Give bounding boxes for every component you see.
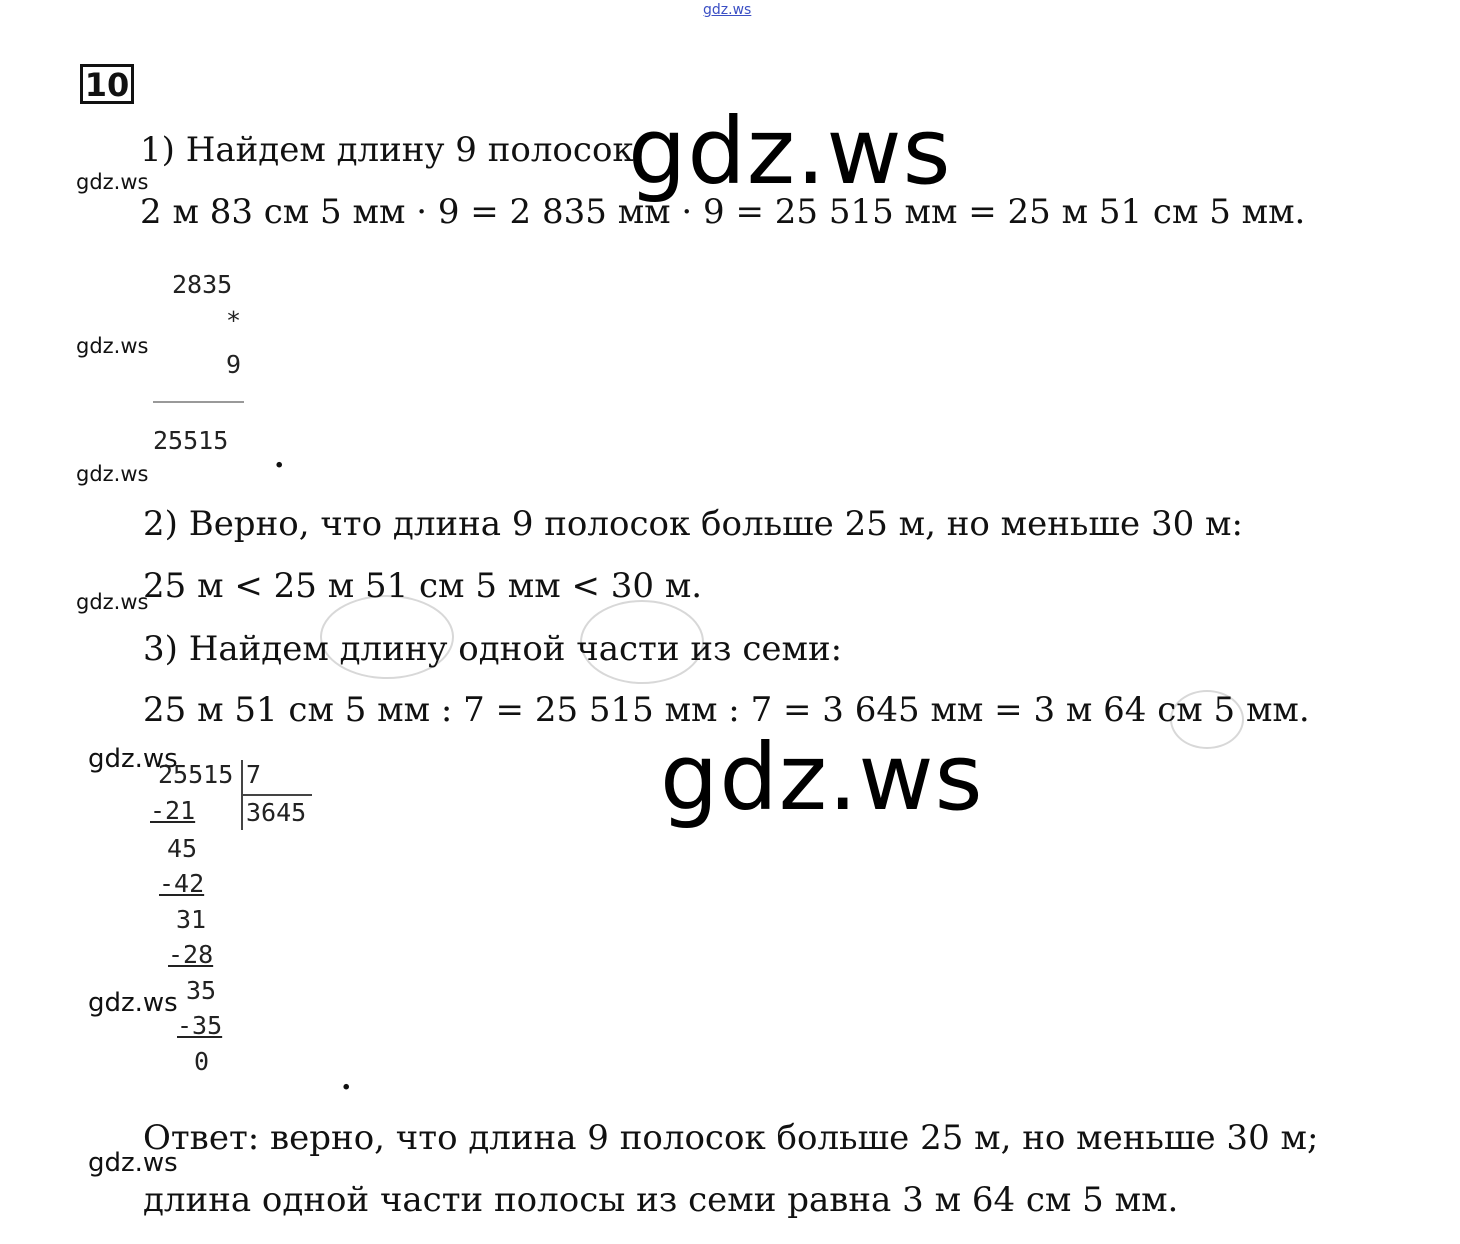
mult-operator: * xyxy=(226,306,242,335)
step2-title: 2) Верно, что длина 9 полосок больше 25 м, но меньше 30 м: xyxy=(143,504,1243,544)
division-step: 45 xyxy=(167,834,198,863)
watermark-small: gdz.ws xyxy=(76,334,149,358)
division-dot: . xyxy=(341,1062,352,1097)
division-step: -28 xyxy=(168,940,214,969)
division-step: 35 xyxy=(186,976,217,1005)
watermark-large: gdz.ws xyxy=(628,98,952,205)
division-horizontal-rule xyxy=(242,794,312,796)
watermark-small: gdz.ws xyxy=(76,462,149,486)
watermark-small: gdz.ws xyxy=(88,744,178,774)
division-divisor: 7 xyxy=(246,760,262,789)
answer-line-1: Ответ: верно, что длина 9 полосок больше 25 м, но меньше 30 м; xyxy=(143,1118,1319,1158)
step3-expression: 25 м 51 см 5 мм : 7 = 25 515 мм : 7 = 3 645 мм = 3 м 64 см 5 мм. xyxy=(143,690,1310,730)
watermark-small: gdz.ws xyxy=(88,988,178,1018)
step3-title: 3) Найдем длину одной части из семи: xyxy=(143,629,843,669)
step1-title: 1) Найдем длину 9 полосок: xyxy=(140,130,646,170)
step2-expression: 25 м < 25 м 51 см 5 мм < 30 м. xyxy=(143,566,703,606)
division-quotient: 3645 xyxy=(246,798,307,827)
division-step: -21 xyxy=(150,796,196,825)
site-link[interactable]: gdz.ws xyxy=(703,2,752,18)
step1-expression: 2 м 83 см 5 мм · 9 = 2 835 мм · 9 = 25 515 мм = 25 м 51 см 5 мм. xyxy=(140,192,1306,232)
division-step: -35 xyxy=(177,1011,223,1040)
division-step: 0 xyxy=(194,1047,210,1076)
answer-line-2: длина одной части полосы из семи равна 3 м 64 см 5 мм. xyxy=(143,1180,1179,1220)
mult-result: 25515 xyxy=(153,426,229,455)
watermark-large: gdz.ws xyxy=(660,724,984,831)
division-step: 31 xyxy=(176,905,207,934)
mult-multiplicand: 2835 xyxy=(172,270,233,299)
mult-dot: . xyxy=(274,440,285,475)
task-number-box: 10 xyxy=(80,64,134,104)
watermark-small: gdz.ws xyxy=(88,1148,178,1178)
division-step: -42 xyxy=(159,869,205,898)
division-dividend: 25515 xyxy=(158,760,234,789)
mult-multiplier: 9 xyxy=(226,350,242,379)
mult-rule xyxy=(153,401,244,403)
watermark-small: gdz.ws xyxy=(76,590,149,614)
watermark-small: gdz.ws xyxy=(76,170,149,194)
